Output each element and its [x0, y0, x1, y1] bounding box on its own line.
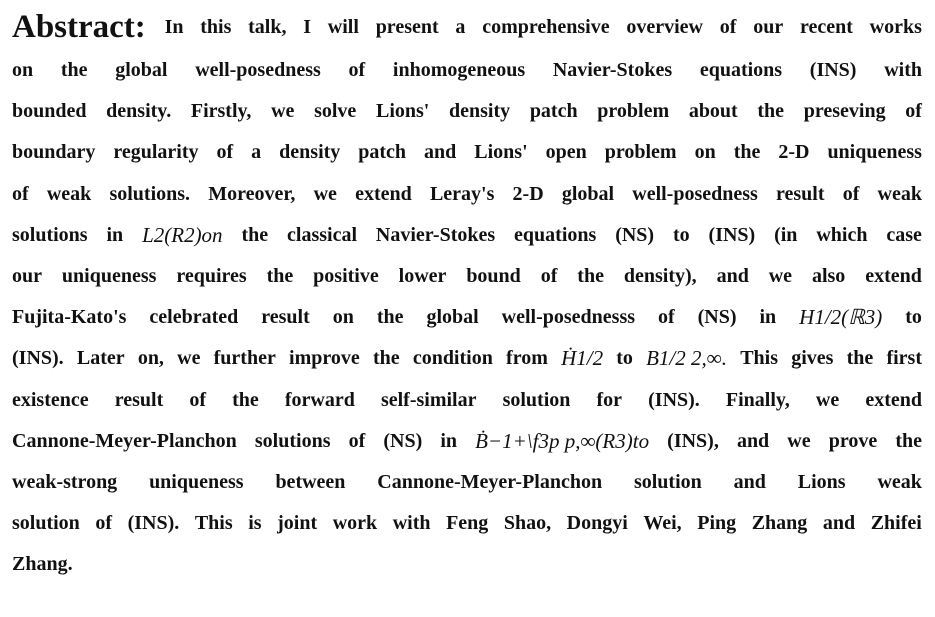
word: case — [886, 223, 922, 246]
word: the — [733, 141, 761, 164]
word: open — [545, 141, 587, 164]
word: regularity — [113, 141, 199, 164]
word: (INS) — [708, 223, 756, 246]
text-line-6 — [12, 215, 922, 256]
word: to — [672, 223, 690, 246]
math-besov-space: B1/2 2,∞. — [646, 346, 727, 371]
text-line-5 — [12, 174, 922, 215]
word: and — [716, 265, 749, 288]
word: joint — [277, 512, 318, 535]
word: In — [164, 15, 184, 38]
word: the — [577, 265, 604, 288]
word: Cannone-Meyer-Planchon — [12, 429, 237, 452]
word: (NS) — [383, 429, 423, 452]
word: Zhang. — [12, 553, 73, 576]
word: solutions. — [109, 182, 191, 205]
word: result — [261, 306, 310, 329]
word: problem — [604, 141, 677, 164]
math-besov-critical-space: Ḃ−1+\f3p p,∞(R3)to — [475, 428, 650, 453]
word: the — [232, 388, 259, 411]
word: in — [759, 306, 777, 329]
word: patch — [358, 141, 407, 164]
word: weak-strong — [12, 470, 118, 493]
word: Finally, — [725, 388, 790, 411]
word: the — [60, 59, 88, 82]
word: well-posedness — [195, 59, 321, 82]
word: Wei, — [643, 512, 682, 535]
word: our — [753, 15, 784, 38]
word: of — [216, 141, 234, 164]
word: of — [905, 100, 922, 123]
word: to — [905, 306, 922, 329]
word: comprehensive — [482, 15, 610, 38]
word: of — [719, 15, 737, 38]
word: 2-D — [512, 182, 544, 205]
word: of — [189, 388, 207, 411]
word: the — [372, 347, 400, 370]
text-line-7 — [12, 256, 922, 297]
word: Zhifei — [870, 512, 922, 535]
word: celebrated — [149, 306, 239, 329]
word: solutions — [12, 223, 88, 246]
math-hdot-half-space: Ḣ1/2 — [561, 346, 604, 371]
word: Later — [76, 347, 125, 370]
math-l2-space: L2(R2)on — [142, 222, 223, 247]
word: for — [596, 388, 623, 411]
text-line-10 — [12, 380, 922, 421]
word: (INS), — [667, 429, 719, 452]
word: between — [275, 470, 346, 493]
word: with — [392, 512, 431, 535]
word: Cannone-Meyer-Planchon — [377, 470, 603, 493]
word: Zhang — [751, 512, 808, 535]
text-line-11 — [12, 421, 922, 462]
word: Lions' — [474, 141, 528, 164]
word: recent — [799, 15, 853, 38]
word: we — [787, 429, 811, 452]
word: This — [740, 347, 778, 370]
word: of — [658, 306, 675, 329]
text-line-8 — [12, 297, 922, 338]
word: (INS). — [648, 388, 700, 411]
word: Navier-Stokes — [375, 223, 496, 246]
word: overview — [626, 15, 703, 38]
word: Leray's — [429, 182, 495, 205]
word: the — [241, 223, 269, 246]
word: Navier-Stokes — [552, 59, 673, 82]
word: and — [733, 470, 766, 493]
word: we — [768, 265, 793, 288]
word: extend — [865, 265, 922, 288]
word: extend — [865, 388, 922, 411]
word: improve — [289, 347, 360, 370]
word: result — [114, 388, 164, 411]
word: density — [279, 141, 341, 164]
word: Lions' — [375, 100, 430, 123]
word: works — [869, 15, 922, 38]
text-line-12 — [12, 462, 922, 503]
word: of — [95, 512, 113, 535]
word: extend — [355, 182, 412, 205]
word: patch — [529, 100, 578, 123]
word: this — [200, 15, 232, 38]
word: we — [313, 182, 337, 205]
word: also — [811, 265, 846, 288]
word: forward — [284, 388, 355, 411]
word: well-posednesss — [501, 306, 636, 329]
word: equations — [699, 59, 783, 82]
word: (NS) — [615, 223, 655, 246]
word: 2-D — [778, 141, 810, 164]
word: in — [440, 429, 458, 452]
word: we — [815, 388, 840, 411]
text-line-3 — [12, 91, 922, 132]
word: present — [375, 15, 439, 38]
word: a — [455, 15, 466, 38]
word: (INS). — [12, 347, 64, 370]
word: positive — [313, 265, 379, 288]
word: bound — [466, 265, 521, 288]
word: the — [757, 100, 785, 123]
word: the — [266, 265, 294, 288]
word: work — [332, 512, 378, 535]
word: and — [424, 141, 457, 164]
word: (in — [774, 223, 798, 246]
word: problem — [597, 100, 670, 123]
word: Shao, — [503, 512, 552, 535]
word: uniqueness — [149, 470, 244, 493]
word: weak — [877, 182, 922, 205]
word: further — [213, 347, 276, 370]
word: solution — [633, 470, 702, 493]
word: existence — [12, 388, 89, 411]
word: and — [736, 429, 770, 452]
word: gives — [791, 347, 834, 370]
word: weak — [877, 470, 922, 493]
word: is — [248, 512, 262, 535]
word: of — [842, 182, 860, 205]
word: in — [106, 223, 124, 246]
word: on — [332, 306, 354, 329]
word: with — [884, 59, 922, 82]
word: Firstly, — [190, 100, 252, 123]
abstract-document — [12, 4, 922, 585]
word: self-similar — [380, 388, 477, 411]
word: boundary — [12, 141, 96, 164]
word: inhomogeneous — [392, 59, 526, 82]
word: Feng — [446, 512, 489, 535]
word: density — [449, 100, 511, 123]
word: I — [303, 15, 312, 38]
word: bounded — [12, 100, 87, 123]
word: on, — [137, 347, 164, 370]
word: the — [895, 429, 922, 452]
word: well-posedness — [632, 182, 758, 205]
word: (NS) — [697, 306, 737, 329]
word: uniqueness — [61, 265, 157, 288]
word: This — [194, 512, 233, 535]
word: lower — [398, 265, 447, 288]
word: solve — [314, 100, 357, 123]
word: and — [822, 512, 856, 535]
math-h-half-space: H1/2(ℝ3) — [799, 305, 883, 330]
word: solutions — [254, 429, 331, 452]
text-line-13 — [12, 503, 922, 544]
word: classical — [287, 223, 358, 246]
word: on — [694, 141, 716, 164]
word: of — [348, 59, 366, 82]
word: global — [426, 306, 479, 329]
word: global — [561, 182, 615, 205]
word: the — [376, 306, 404, 329]
text-line-4 — [12, 132, 922, 173]
word: a — [251, 141, 262, 164]
word: we — [271, 100, 295, 123]
word: (INS). — [127, 512, 180, 535]
word: on — [12, 59, 34, 82]
word: condition — [412, 347, 493, 370]
word: Dongyi — [566, 512, 628, 535]
word: Ping — [697, 512, 737, 535]
word: of — [348, 429, 366, 452]
word: of — [540, 265, 558, 288]
word: solution — [12, 512, 80, 535]
word: (INS) — [809, 59, 857, 82]
word: preseving — [803, 100, 886, 123]
text-line-1 — [12, 4, 922, 50]
text-line-14 — [12, 544, 922, 585]
word: from — [506, 347, 548, 370]
word: Lions — [797, 470, 846, 493]
word: global — [115, 59, 168, 82]
word: solution — [502, 388, 571, 411]
word: the — [846, 347, 874, 370]
word: about — [688, 100, 738, 123]
word: weak — [46, 182, 92, 205]
word: prove — [828, 429, 878, 452]
word: which — [816, 223, 868, 246]
word: of — [12, 182, 29, 205]
word: first — [886, 347, 922, 370]
text-line-9 — [12, 338, 922, 379]
word: requires — [176, 265, 247, 288]
word: will — [327, 15, 359, 38]
word: result — [776, 182, 825, 205]
word: our — [12, 265, 42, 288]
word: Moreover, — [208, 182, 296, 205]
word: uniqueness — [827, 141, 922, 164]
word: to — [616, 347, 633, 370]
abstract-heading: Abstract: — [12, 8, 146, 45]
word: density), — [623, 265, 697, 288]
word: density. — [106, 100, 172, 123]
word: equations — [514, 223, 597, 246]
word: we — [177, 347, 201, 370]
word: talk, — [248, 15, 287, 38]
text-line-2 — [12, 50, 922, 91]
word: Fujita-Kato's — [12, 306, 127, 329]
